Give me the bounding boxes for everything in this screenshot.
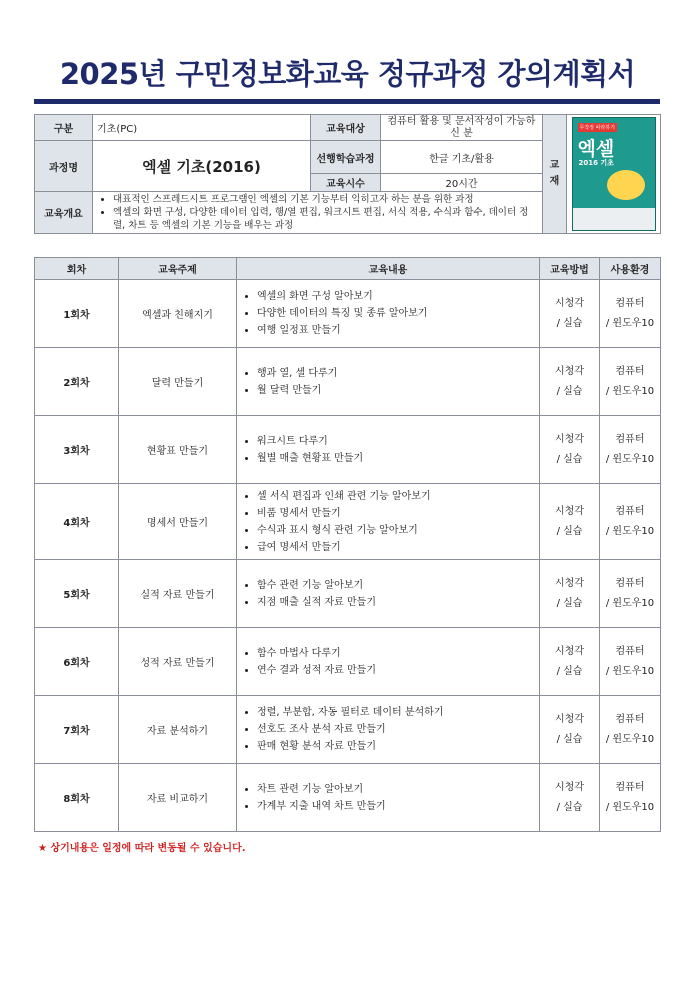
method-line: 시청각: [555, 297, 584, 309]
method-line: 시청각: [555, 433, 584, 445]
col-header-environment: 사용환경: [600, 258, 661, 280]
course-value: 엑셀 기초(2016): [93, 141, 311, 192]
method-line: 시청각: [555, 577, 584, 589]
session-item: • 지점 매출 실적 자료 만들기: [257, 594, 535, 611]
target-label: 교육대상: [311, 115, 381, 141]
table-row: [35, 348, 661, 416]
method-line: / 실습: [556, 597, 583, 609]
env-line: / 윈도우10: [605, 317, 655, 329]
material-label: 교재: [543, 115, 567, 234]
session-item: • 여행 일정표 만들기: [257, 322, 535, 339]
method-line: / 실습: [556, 801, 583, 813]
session-item: • 판매 현황 분석 자료 만들기: [257, 738, 535, 755]
textbook-cover-image: [572, 117, 656, 231]
session-item: • 정렬, 부분합, 자동 필터로 데이터 분석하기: [257, 704, 535, 721]
env-line: 컴퓨터: [615, 297, 645, 309]
env-line: / 윈도우10: [605, 525, 655, 537]
session-items: [237, 484, 540, 560]
table-row: [35, 280, 661, 348]
session-item: • 함수 관련 기능 알아보기: [257, 577, 535, 594]
env-line: 컴퓨터: [615, 645, 645, 657]
session-method: [540, 628, 600, 696]
session-item: • 수식과 표시 형식 관련 기능 알아보기: [257, 522, 535, 539]
session-item: • 월 달력 만들기: [257, 382, 535, 399]
table-row: [35, 560, 661, 628]
method-line: 시청각: [555, 505, 584, 517]
env-line: 컴퓨터: [615, 365, 645, 377]
hours-value: 20시간: [381, 174, 543, 192]
env-line: 컴퓨터: [615, 577, 645, 589]
session-topic: 실적 자료 만들기: [119, 560, 237, 628]
session-item: • 선호도 조사 분석 자료 만들기: [257, 721, 535, 738]
session-item: • 급여 명세서 만들기: [257, 539, 535, 556]
schedule-change-note: ★ 상기내용은 일정에 따라 변동될 수 있습니다.: [38, 843, 246, 854]
col-header-method: 교육방법: [540, 258, 600, 280]
session-item: • 차트 관련 기능 알아보기: [257, 781, 535, 798]
session-method: [540, 696, 600, 764]
summary-label: 교육개요: [35, 192, 93, 234]
session-items: [237, 280, 540, 348]
session-method: [540, 560, 600, 628]
session-number: 3회차: [35, 416, 119, 484]
book-subtitle: 2016 기초: [578, 159, 614, 167]
session-environment: [600, 696, 661, 764]
session-method: [540, 280, 600, 348]
env-line: 컴퓨터: [615, 433, 645, 445]
session-number: 1회차: [35, 280, 119, 348]
session-number: 7회차: [35, 696, 119, 764]
session-number: 4회차: [35, 484, 119, 560]
textbook-cover-cell: [567, 115, 661, 234]
table-row: [35, 416, 661, 484]
method-line: 시청각: [555, 645, 584, 657]
session-item: • 워크시트 다루기: [257, 433, 535, 450]
env-line: / 윈도우10: [605, 665, 655, 677]
session-number: 8회차: [35, 764, 119, 832]
session-environment: [600, 764, 661, 832]
category-value: 기초(PC): [93, 115, 311, 141]
course-info-table: [34, 114, 661, 234]
book-title: 엑셀: [577, 138, 615, 160]
session-items: [237, 764, 540, 832]
env-line: / 윈도우10: [605, 385, 655, 397]
table-row: [35, 628, 661, 696]
session-number: 5회차: [35, 560, 119, 628]
session-topic: 명세서 만들기: [119, 484, 237, 560]
session-item: • 셀 서식 편집과 인쇄 관련 기능 알아보기: [257, 488, 535, 505]
method-line: 시청각: [555, 781, 584, 793]
env-line: 컴퓨터: [615, 713, 645, 725]
session-topic: 현황표 만들기: [119, 416, 237, 484]
schedule-table: [34, 257, 661, 832]
book-bottom-band: [573, 208, 655, 230]
session-item: • 월별 매출 현황표 만들기: [257, 450, 535, 467]
session-item: • 행과 열, 셀 다루기: [257, 365, 535, 382]
method-line: / 실습: [556, 317, 583, 329]
table-row: [35, 696, 661, 764]
session-items: [237, 416, 540, 484]
env-line: 컴퓨터: [615, 781, 645, 793]
session-environment: [600, 560, 661, 628]
book-illustration: [607, 170, 645, 200]
session-number: 2회차: [35, 348, 119, 416]
method-line: / 실습: [556, 385, 583, 397]
method-line: 시청각: [555, 365, 584, 377]
summary-item: • 대표적인 스프레드시트 프로그램인 엑셀의 기본 기능부터 익히고자 하는 분을 위한 과정: [113, 193, 538, 206]
category-label: 구분: [35, 115, 93, 141]
summary-content: [93, 192, 543, 234]
session-topic: 엑셀과 친해지기: [119, 280, 237, 348]
session-environment: [600, 416, 661, 484]
summary-item: • 엑셀의 화면 구성, 다양한 데이터 입력, 행/열 편집, 워크시트 편집, 서식 적용, 수식과 함수, 데이터 정렬, 차트 등 엑셀의 기본 기능을 배우는 과정: [113, 206, 538, 232]
session-items: [237, 696, 540, 764]
book-badge: 무작정 따라하기: [579, 125, 615, 131]
table-row: [35, 764, 661, 832]
env-line: / 윈도우10: [605, 733, 655, 745]
method-line: 시청각: [555, 713, 584, 725]
session-method: [540, 416, 600, 484]
env-line: 컴퓨터: [615, 505, 645, 517]
session-item: • 가계부 지출 내역 차트 만들기: [257, 798, 535, 815]
session-number: 6회차: [35, 628, 119, 696]
session-items: [237, 628, 540, 696]
session-item: • 다양한 데이터의 특징 및 종류 알아보기: [257, 305, 535, 322]
session-method: [540, 764, 600, 832]
session-items: [237, 348, 540, 416]
session-items: [237, 560, 540, 628]
method-line: / 실습: [556, 733, 583, 745]
session-item: • 연수 결과 성적 자료 만들기: [257, 662, 535, 679]
env-line: / 윈도우10: [605, 597, 655, 609]
session-environment: [600, 348, 661, 416]
session-topic: 달력 만들기: [119, 348, 237, 416]
hours-label: 교육시수: [311, 174, 381, 192]
session-topic: 자료 비교하기: [119, 764, 237, 832]
env-line: / 윈도우10: [605, 801, 655, 813]
session-method: [540, 484, 600, 560]
table-row: [35, 484, 661, 560]
session-item: • 비품 명세서 만들기: [257, 505, 535, 522]
method-line: / 실습: [556, 525, 583, 537]
env-line: / 윈도우10: [605, 453, 655, 465]
method-line: / 실습: [556, 453, 583, 465]
col-header-session: 회차: [35, 258, 119, 280]
page-title: 2025년 구민정보화교육 정규과정 강의계획서: [59, 57, 636, 91]
col-header-content: 교육내용: [237, 258, 540, 280]
session-topic: 성적 자료 만들기: [119, 628, 237, 696]
col-header-topic: 교육주제: [119, 258, 237, 280]
session-item: • 엑셀의 화면 구성 알아보기: [257, 288, 535, 305]
method-line: / 실습: [556, 665, 583, 677]
session-environment: [600, 484, 661, 560]
session-environment: [600, 280, 661, 348]
prereq-label: 선행학습과정: [311, 141, 381, 174]
title-underline: [34, 99, 660, 104]
course-label: 과정명: [35, 141, 93, 192]
prereq-value: 한글 기초/활용: [381, 141, 543, 174]
session-environment: [600, 628, 661, 696]
session-topic: 자료 분석하기: [119, 696, 237, 764]
target-value: 컴퓨터 활용 및 문서작성이 가능하신 분: [381, 115, 543, 141]
session-method: [540, 348, 600, 416]
session-item: • 함수 마법사 다루기: [257, 645, 535, 662]
